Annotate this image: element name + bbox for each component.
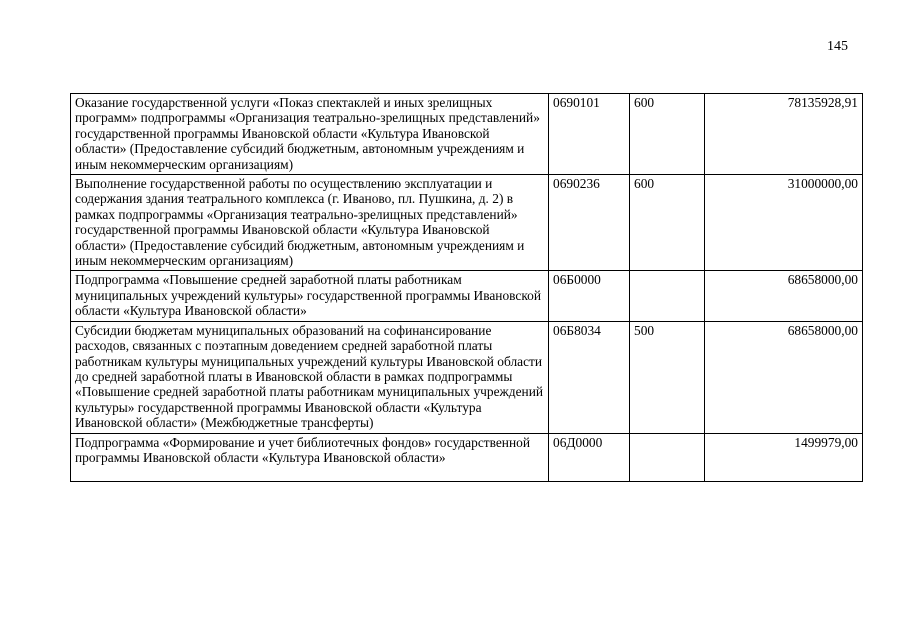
row-expense-type [630,271,705,321]
row-expense-type: 600 [630,94,705,175]
table-row [71,94,863,175]
row-expense-type [630,433,705,482]
row-sum: 68658000,00 [705,271,863,321]
row-code: 06Д0000 [549,433,630,482]
row-name: Подпрограмма «Повышение средней заработной платы работникам муниципальных учреждений культуры» государственной программы Ивановской области «Культура Ивановской области» [71,271,549,321]
row-sum: 68658000,00 [705,321,863,433]
page-number: 145 [827,39,848,54]
table-row [71,175,863,271]
row-name: Выполнение государственной работы по осуществлению эксплуатации и содержания здания театрального комплекса (г. Иваново, пл. Пушкина, д. 2) в рамках подпрограммы «Организация театрально-зрелищных представлений» государственной программы Ивановской области «Культура Ивановской области» (Предоставление субсидий бюджетным, автономным учреждениям и иным некоммерческим организациям) [71,175,549,271]
table-row [71,321,863,433]
row-code: 06Б8034 [549,321,630,433]
row-sum: 78135928,91 [705,94,863,175]
row-expense-type: 500 [630,321,705,433]
row-sum: 31000000,00 [705,175,863,271]
row-name: Подпрограмма «Формирование и учет библиотечных фондов» государственной программы Ивановской области «Культура Ивановской области» [71,433,549,482]
row-code: 0690236 [549,175,630,271]
row-sum: 1499979,00 [705,433,863,482]
table-row [71,271,863,321]
row-code: 0690101 [549,94,630,175]
budget-table [70,93,863,482]
row-expense-type: 600 [630,175,705,271]
row-name: Субсидии бюджетам муниципальных образований на софинансирование расходов, связанных с поэтапным доведением средней заработной платы работникам культуры муниципальных учреждений культуры Ивановской области до средней заработной платы в Ивановской области в рамках подпрограммы «Повышение средней заработной платы работникам муниципальных учреждений культуры» государственной программы Ивановской области «Культура Ивановской области» (Межбюджетные трансферты) [71,321,549,433]
row-name: Оказание государственной услуги «Показ спектаклей и иных зрелищных программ» подпрограммы «Организация театрально-зрелищных представлений» государственной программы Ивановской области «Культура Ивановской области» (Предоставление субсидий бюджетным, автономным учреждениям и иным некоммерческим организациям) [71,94,549,175]
table-row [71,433,863,482]
row-code: 06Б0000 [549,271,630,321]
